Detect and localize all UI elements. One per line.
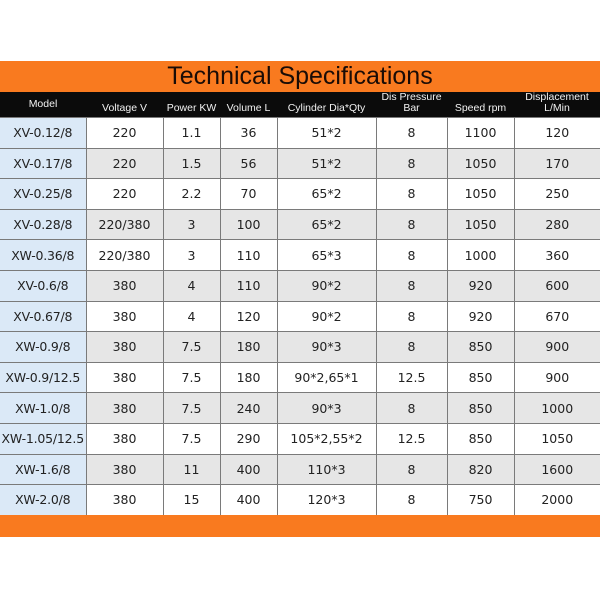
cell-cylinder: 65*2 xyxy=(277,209,376,240)
cell-pressure: 8 xyxy=(376,454,447,485)
cell-pressure: 8 xyxy=(376,332,447,363)
cell-pressure: 12.5 xyxy=(376,423,447,454)
column-header-power xyxy=(163,92,220,118)
cell-power: 7.5 xyxy=(163,423,220,454)
cell-displacement: 170 xyxy=(514,148,600,179)
cell-voltage: 380 xyxy=(86,301,163,332)
cell-displacement: 670 xyxy=(514,301,600,332)
cell-cylinder: 51*2 xyxy=(277,118,376,149)
cell-speed: 1100 xyxy=(447,118,514,149)
page-title: Technical Specifications xyxy=(167,62,433,90)
cell-speed: 1050 xyxy=(447,148,514,179)
table-row xyxy=(0,362,600,393)
table-body xyxy=(0,118,600,516)
column-header-pressure xyxy=(376,92,447,118)
table-row xyxy=(0,332,600,363)
column-header-sublabel: Bar xyxy=(403,102,420,114)
cell-pressure: 8 xyxy=(376,148,447,179)
cell-power: 15 xyxy=(163,485,220,516)
column-header-label: Model xyxy=(28,98,58,110)
title-band xyxy=(0,61,600,92)
cell-voltage: 220/380 xyxy=(86,240,163,271)
cell-volume: 56 xyxy=(220,148,277,179)
column-header-label: Volume L xyxy=(226,102,271,114)
column-header-label: Voltage V xyxy=(102,102,147,114)
table-row xyxy=(0,454,600,485)
cell-power: 2.2 xyxy=(163,179,220,210)
cell-power: 7.5 xyxy=(163,362,220,393)
cell-speed: 850 xyxy=(447,393,514,424)
cell-speed: 1050 xyxy=(447,179,514,210)
table-row xyxy=(0,393,600,424)
table-row xyxy=(0,423,600,454)
cell-voltage: 380 xyxy=(86,454,163,485)
cell-volume: 400 xyxy=(220,485,277,516)
cell-voltage: 380 xyxy=(86,362,163,393)
cell-power: 7.5 xyxy=(163,332,220,363)
cell-voltage: 220 xyxy=(86,148,163,179)
spec-table xyxy=(0,92,600,516)
cell-cylinder: 90*2 xyxy=(277,270,376,301)
cell-volume: 180 xyxy=(220,362,277,393)
column-header-speed xyxy=(447,92,514,118)
cell-model: XW-1.05/12.5 xyxy=(0,423,86,454)
column-header-voltage xyxy=(86,92,163,118)
cell-pressure: 8 xyxy=(376,485,447,516)
cell-power: 1.1 xyxy=(163,118,220,149)
cell-model: XV-0.28/8 xyxy=(0,209,86,240)
column-header-cylinder xyxy=(277,92,376,118)
cell-pressure: 8 xyxy=(376,270,447,301)
cell-pressure: 8 xyxy=(376,179,447,210)
cell-voltage: 220/380 xyxy=(86,209,163,240)
cell-displacement: 600 xyxy=(514,270,600,301)
cell-pressure: 8 xyxy=(376,209,447,240)
column-header-displacement xyxy=(514,92,600,118)
cell-power: 7.5 xyxy=(163,393,220,424)
cell-cylinder: 65*3 xyxy=(277,240,376,271)
cell-volume: 110 xyxy=(220,270,277,301)
cell-displacement: 1050 xyxy=(514,423,600,454)
cell-cylinder: 90*3 xyxy=(277,332,376,363)
cell-power: 3 xyxy=(163,240,220,271)
cell-displacement: 280 xyxy=(514,209,600,240)
cell-cylinder: 90*3 xyxy=(277,393,376,424)
cell-speed: 920 xyxy=(447,270,514,301)
table-row xyxy=(0,270,600,301)
cell-power: 3 xyxy=(163,209,220,240)
table-row xyxy=(0,179,600,210)
cell-volume: 120 xyxy=(220,301,277,332)
cell-model: XV-0.17/8 xyxy=(0,148,86,179)
header-row xyxy=(0,92,600,118)
cell-power: 11 xyxy=(163,454,220,485)
table-row xyxy=(0,301,600,332)
table-row xyxy=(0,118,600,149)
column-header-sublabel: L/Min xyxy=(544,102,570,114)
cell-speed: 1000 xyxy=(447,240,514,271)
cell-pressure: 8 xyxy=(376,118,447,149)
cell-displacement: 2000 xyxy=(514,485,600,516)
cell-voltage: 380 xyxy=(86,393,163,424)
table-row xyxy=(0,148,600,179)
table-row xyxy=(0,240,600,271)
cell-speed: 850 xyxy=(447,423,514,454)
cell-displacement: 360 xyxy=(514,240,600,271)
column-header-label: Cylinder Dia*Qty xyxy=(287,102,366,114)
table-row xyxy=(0,209,600,240)
table-row xyxy=(0,485,600,516)
cell-speed: 850 xyxy=(447,362,514,393)
cell-voltage: 380 xyxy=(86,332,163,363)
cell-volume: 36 xyxy=(220,118,277,149)
cell-model: XW-1.0/8 xyxy=(0,393,86,424)
footer-band xyxy=(0,515,600,537)
cell-cylinder: 110*3 xyxy=(277,454,376,485)
cell-cylinder: 90*2,65*1 xyxy=(277,362,376,393)
cell-power: 4 xyxy=(163,270,220,301)
cell-volume: 70 xyxy=(220,179,277,210)
cell-model: XV-0.6/8 xyxy=(0,270,86,301)
cell-pressure: 8 xyxy=(376,393,447,424)
cell-power: 4 xyxy=(163,301,220,332)
column-header-model xyxy=(0,92,86,118)
cell-volume: 180 xyxy=(220,332,277,363)
cell-displacement: 900 xyxy=(514,362,600,393)
cell-power: 1.5 xyxy=(163,148,220,179)
cell-displacement: 1600 xyxy=(514,454,600,485)
cell-displacement: 900 xyxy=(514,332,600,363)
column-header-label: Displacement xyxy=(525,91,589,103)
cell-model: XV-0.67/8 xyxy=(0,301,86,332)
cell-displacement: 120 xyxy=(514,118,600,149)
cell-model: XV-0.25/8 xyxy=(0,179,86,210)
column-header-label: Speed rpm xyxy=(454,102,507,114)
cell-cylinder: 120*3 xyxy=(277,485,376,516)
cell-speed: 920 xyxy=(447,301,514,332)
cell-volume: 110 xyxy=(220,240,277,271)
cell-model: XV-0.12/8 xyxy=(0,118,86,149)
cell-model: XW-0.36/8 xyxy=(0,240,86,271)
column-header-label: Power KW xyxy=(166,102,217,114)
cell-model: XW-0.9/8 xyxy=(0,332,86,363)
cell-displacement: 250 xyxy=(514,179,600,210)
cell-cylinder: 90*2 xyxy=(277,301,376,332)
cell-model: XW-1.6/8 xyxy=(0,454,86,485)
cell-voltage: 380 xyxy=(86,485,163,516)
column-header-volume xyxy=(220,92,277,118)
cell-volume: 240 xyxy=(220,393,277,424)
cell-model: XW-2.0/8 xyxy=(0,485,86,516)
cell-cylinder: 105*2,55*2 xyxy=(277,423,376,454)
cell-speed: 1050 xyxy=(447,209,514,240)
cell-volume: 290 xyxy=(220,423,277,454)
cell-speed: 750 xyxy=(447,485,514,516)
cell-speed: 820 xyxy=(447,454,514,485)
cell-speed: 850 xyxy=(447,332,514,363)
cell-voltage: 220 xyxy=(86,179,163,210)
cell-displacement: 1000 xyxy=(514,393,600,424)
cell-pressure: 12.5 xyxy=(376,362,447,393)
cell-pressure: 8 xyxy=(376,240,447,271)
cell-volume: 400 xyxy=(220,454,277,485)
cell-volume: 100 xyxy=(220,209,277,240)
column-header-label: Dis Pressure xyxy=(381,91,442,103)
cell-cylinder: 65*2 xyxy=(277,179,376,210)
cell-voltage: 380 xyxy=(86,423,163,454)
cell-pressure: 8 xyxy=(376,301,447,332)
cell-voltage: 380 xyxy=(86,270,163,301)
cell-voltage: 220 xyxy=(86,118,163,149)
cell-cylinder: 51*2 xyxy=(277,148,376,179)
cell-model: XW-0.9/12.5 xyxy=(0,362,86,393)
